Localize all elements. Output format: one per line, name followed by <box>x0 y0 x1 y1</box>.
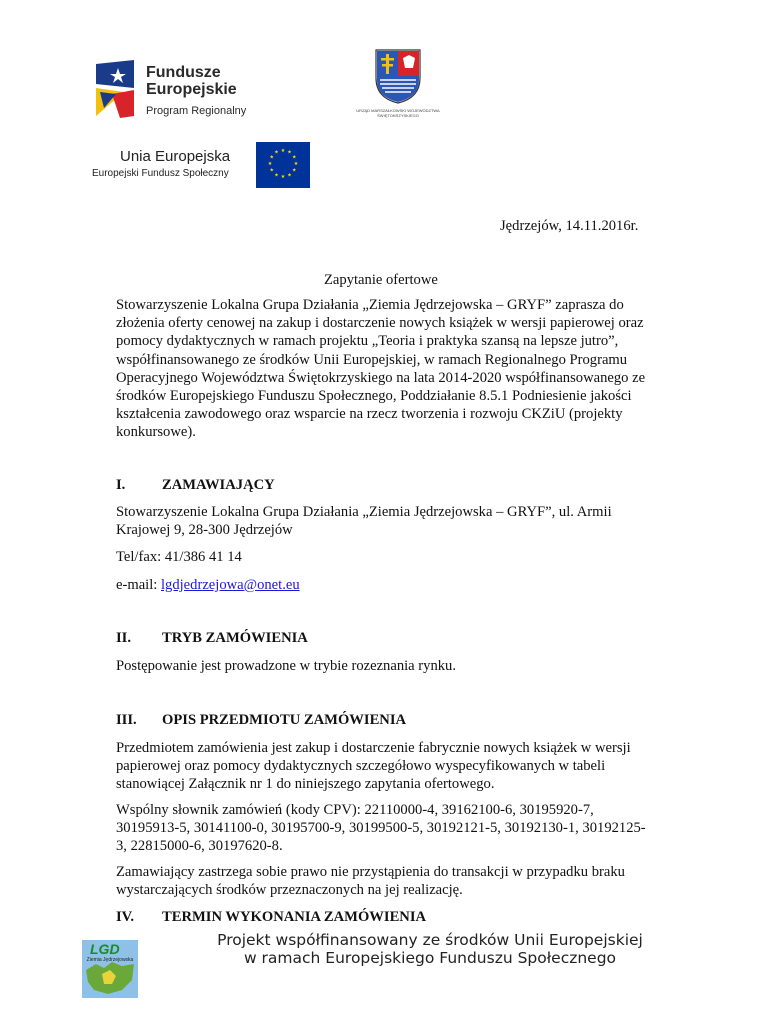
paragraph-line: wystarczających środków przeznaczonych na jej realizację. <box>116 882 463 899</box>
svg-text:★: ★ <box>269 154 274 161</box>
footer-line-2: w ramach Europejskiego Funduszu Społecznego <box>243 949 617 967</box>
eu-logo-line1: Unia Europejska <box>120 148 231 165</box>
section-1-heading: ZAMAWIAJĄCY <box>162 477 275 493</box>
paragraph-line: Zamawiający zastrzega sobie prawo nie przystąpienia do transakcji w przypadku braku <box>116 864 625 880</box>
address-line: Stowarzyszenie Lokalna Grupa Działania „Ziemia Jędrzejowska – GRYF”, ul. Armii <box>116 504 612 520</box>
intro-line: Operacyjnego Województwa Świętokrzyskiego na lata 2014-2020 współfinansowanego ze <box>116 369 646 386</box>
footer-text <box>150 931 710 967</box>
section-4-heading: TERMIN WYKONANIA ZAMÓWIENIA <box>162 909 427 925</box>
section-3-paragraph-3 <box>116 863 661 899</box>
section-3-heading: OPIS PRZEDMIOTU ZAMÓWIENIA <box>162 712 407 728</box>
paragraph-line: 30195913-5, 30141100-0, 30195700-9, 30199500-5, 30192121-5, 30192130-1, 30192125- <box>116 820 646 837</box>
svg-text:★: ★ <box>274 149 279 156</box>
svg-text:★: ★ <box>292 167 297 174</box>
intro-line: pomocy dydaktycznych w ramach projektu „Teoria i praktyka szansą na lepsze jutro”, <box>116 333 619 350</box>
paragraph-line: Przedmiotem zamówienia jest zakup i dostarczenie fabrycznie nowych książek w wersji <box>116 740 631 756</box>
section-3-paragraph-1 <box>116 739 661 794</box>
coat-of-arms-caption: URZĄD MARSZAŁKOWSKI WOJEWÓDZTWA ŚWIĘTOKRZYSKIEGO <box>356 108 440 118</box>
unia-europejska-logo <box>92 142 312 190</box>
svg-text:★: ★ <box>267 161 273 167</box>
section-1-number: I. <box>116 477 126 493</box>
fe-logo-line2: Europejskie <box>146 81 237 98</box>
date-line: Jędrzejów, 14.11.2016r. <box>500 218 639 234</box>
paragraph-line: Wspólny słownik zamówień (kody CPV): 22110000-4, 39162100-6, 30195920-7, <box>116 802 594 818</box>
svg-text:★: ★ <box>292 154 297 161</box>
email-link[interactable]: lgdjedrzejowa@onet.eu <box>160 577 300 593</box>
svg-text:★: ★ <box>280 148 286 154</box>
lgd-logo-subtext: Ziemia Jędrzejowska <box>86 957 134 963</box>
paragraph-line: 3, 22815000-6, 30197620-8. <box>116 838 283 855</box>
svg-text:★: ★ <box>269 167 274 174</box>
svg-text:★: ★ <box>274 172 279 179</box>
section-1-address <box>116 503 661 539</box>
intro-paragraph <box>116 296 661 442</box>
svg-text:★: ★ <box>293 161 299 167</box>
intro-line: współfinansowanego ze środków Unii Europejskiej, w ramach Regionalnego Programu <box>116 351 628 368</box>
coat-of-arms-logo <box>348 48 448 122</box>
section-2-heading: TRYB ZAMÓWIENIA <box>162 630 308 646</box>
svg-text:★: ★ <box>280 174 286 180</box>
coat-of-arms-icon <box>374 48 422 104</box>
paragraph-line: papierowej oraz pomocy dydaktycznych szczegółowo wyspecyfikowanych w tabeli <box>116 758 606 775</box>
fundusze-europejskie-logo <box>94 58 269 122</box>
eu-logo-line2: Europejski Fundusz Społeczny <box>92 168 229 179</box>
section-1-tel: Tel/fax: 41/386 41 14 <box>116 549 242 565</box>
section-2-number: II. <box>116 630 132 646</box>
intro-line: środków Europejskiego Funduszu Społecznego, Poddziałanie 8.5.1 Podniesienie jakości <box>116 388 632 405</box>
paragraph-line: stanowiącej Załącznik nr 1 do niniejszego zapytania ofertowego. <box>116 776 495 793</box>
section-4-number: IV. <box>116 909 134 925</box>
intro-line: złożenia oferty cenowej na zakup i dostarczenie nowych książek w wersji papierowej oraz <box>116 315 644 332</box>
lgd-logo <box>82 940 138 998</box>
footer-line-1: Projekt współfinansowany ze środków Unii Europejskiej <box>217 931 643 949</box>
fe-logo-line1: Fundusze <box>146 64 221 81</box>
section-3-cpv-paragraph <box>116 801 661 856</box>
section-2-text: Postępowanie jest prowadzone w trybie rozeznania rynku. <box>116 658 457 674</box>
intro-line: Stowarzyszenie Lokalna Grupa Działania „Ziemia Jędrzejowska – GRYF” zaprasza do <box>116 297 624 313</box>
eu-flag-icon <box>256 142 310 188</box>
fundusze-europejskie-icon <box>94 58 138 120</box>
section-3-number: III. <box>116 712 137 728</box>
intro-line: konkursowe). <box>116 424 196 441</box>
section-1-email-line <box>116 576 661 594</box>
fe-logo-line3: Program Regionalny <box>146 105 247 117</box>
email-label: e-mail: <box>116 577 161 593</box>
address-line: Krajowej 9, 28-300 Jędrzejów <box>116 522 293 539</box>
svg-text:★: ★ <box>287 172 292 179</box>
document-title: Zapytanie ofertowe <box>324 272 438 288</box>
intro-line: kształcenia zawodowego oraz wsparcie na rzecz tworzenia i rozwoju CKZiU (projekty <box>116 406 623 423</box>
svg-text:★: ★ <box>287 149 292 156</box>
lgd-logo-text: LGD <box>90 941 120 957</box>
